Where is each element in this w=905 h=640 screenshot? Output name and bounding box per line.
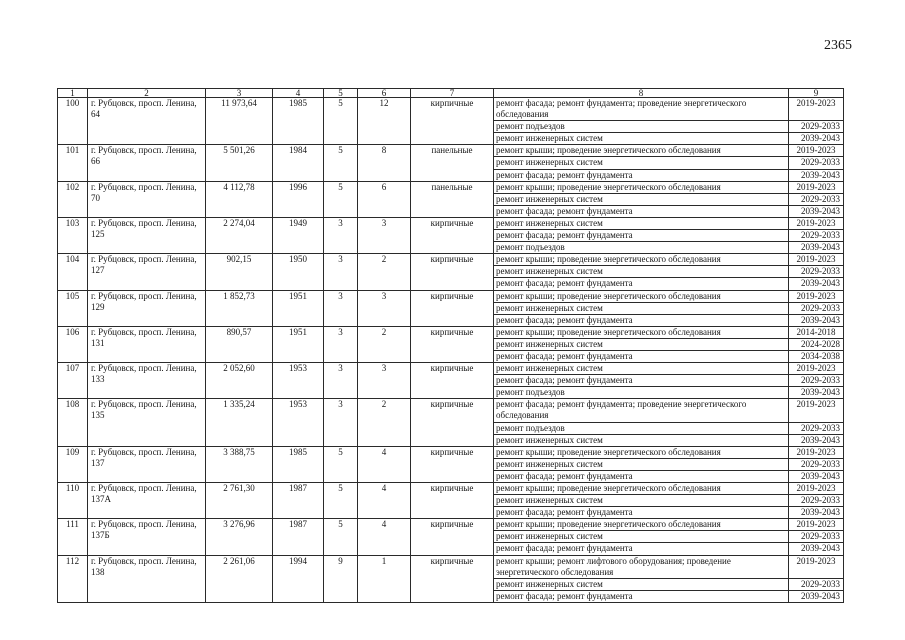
work-period-cell: 2039-2043: [789, 242, 844, 254]
column-number: 5: [324, 89, 358, 98]
address-cell: г. Рубцовск, просп. Ленина, 125: [88, 217, 206, 253]
entrances-cell: 2: [358, 254, 411, 290]
table-row: [58, 254, 844, 266]
table-header: [58, 89, 844, 98]
table-row: [58, 519, 844, 531]
column-number: 3: [206, 89, 273, 98]
wall-material-cell: кирпичные: [411, 363, 494, 399]
work-period-cell: 2019-2023: [789, 399, 844, 422]
work-period-cell: 2034-2038: [789, 350, 844, 362]
entrances-cell: 2: [358, 399, 411, 446]
work-description-cell: ремонт инженерных систем: [494, 266, 789, 278]
work-description-cell: ремонт крыши; проведение энергетического обследования: [494, 483, 789, 495]
work-period-cell: 2019-2023: [789, 363, 844, 375]
total-area-cell: 1 335,24: [206, 399, 273, 446]
work-description-cell: ремонт инженерных систем: [494, 434, 789, 446]
floors-cell: 5: [324, 181, 358, 217]
table-row: [58, 483, 844, 495]
work-description-cell: ремонт крыши; проведение энергетического обследования: [494, 290, 789, 302]
year-built-cell: 1949: [273, 217, 324, 253]
row-number-cell: 104: [58, 254, 88, 290]
address-cell: г. Рубцовск, просп. Ленина, 138: [88, 555, 206, 602]
year-built-cell: 1996: [273, 181, 324, 217]
floors-cell: 5: [324, 446, 358, 482]
floors-cell: 3: [324, 254, 358, 290]
work-period-cell: 2029-2033: [789, 531, 844, 543]
work-period-cell: 2029-2033: [789, 266, 844, 278]
work-period-cell: 2029-2033: [789, 458, 844, 470]
work-period-cell: 2019-2023: [789, 181, 844, 193]
work-description-cell: ремонт инженерных систем: [494, 578, 789, 590]
year-built-cell: 1950: [273, 254, 324, 290]
year-built-cell: 1953: [273, 399, 324, 446]
year-built-cell: 1984: [273, 145, 324, 181]
column-number: 7: [411, 89, 494, 98]
work-period-cell: 2039-2043: [789, 133, 844, 145]
floors-cell: 9: [324, 555, 358, 602]
work-description-cell: ремонт инженерных систем: [494, 458, 789, 470]
work-period-cell: 2019-2023: [789, 519, 844, 531]
work-description-cell: ремонт крыши; проведение энергетического обследования: [494, 254, 789, 266]
year-built-cell: 1987: [273, 483, 324, 519]
total-area-cell: 890,57: [206, 326, 273, 362]
table-row: [58, 363, 844, 375]
row-number-cell: 101: [58, 145, 88, 181]
table-row: [58, 98, 844, 121]
work-period-cell: 2039-2043: [789, 387, 844, 399]
address-cell: г. Рубцовск, просп. Ленина, 133: [88, 363, 206, 399]
work-period-cell: 2024-2028: [789, 338, 844, 350]
page-number: 2365: [824, 38, 852, 53]
address-cell: г. Рубцовск, просп. Ленина, 135: [88, 399, 206, 446]
work-period-cell: 2019-2023: [789, 555, 844, 578]
entrances-cell: 3: [358, 290, 411, 326]
wall-material-cell: кирпичные: [411, 290, 494, 326]
year-built-cell: 1987: [273, 519, 324, 555]
work-description-cell: ремонт фасада; ремонт фундамента: [494, 350, 789, 362]
total-area-cell: 11 973,64: [206, 98, 273, 145]
table-row: [58, 145, 844, 157]
entrances-cell: 4: [358, 519, 411, 555]
work-period-cell: 2039-2043: [789, 278, 844, 290]
row-number-cell: 105: [58, 290, 88, 326]
work-description-cell: ремонт подъездов: [494, 422, 789, 434]
entrances-cell: 4: [358, 446, 411, 482]
table-body: [58, 98, 844, 603]
total-area-cell: 3 388,75: [206, 446, 273, 482]
floors-cell: 3: [324, 290, 358, 326]
floors-cell: 3: [324, 399, 358, 446]
work-description-cell: ремонт крыши; проведение энергетического обследования: [494, 326, 789, 338]
entrances-cell: 8: [358, 145, 411, 181]
work-period-cell: 2019-2023: [789, 483, 844, 495]
work-period-cell: 2019-2023: [789, 145, 844, 157]
work-description-cell: ремонт инженерных систем: [494, 338, 789, 350]
entrances-cell: 3: [358, 217, 411, 253]
entrances-cell: 2: [358, 326, 411, 362]
table-row: [58, 181, 844, 193]
floors-cell: 3: [324, 363, 358, 399]
work-period-cell: 2039-2043: [789, 205, 844, 217]
column-number: 1: [58, 89, 88, 98]
floors-cell: 5: [324, 98, 358, 145]
total-area-cell: 2 274,04: [206, 217, 273, 253]
work-period-cell: 2029-2033: [789, 302, 844, 314]
work-period-cell: 2029-2033: [789, 375, 844, 387]
wall-material-cell: кирпичные: [411, 519, 494, 555]
work-description-cell: ремонт инженерных систем: [494, 193, 789, 205]
address-cell: г. Рубцовск, просп. Ленина, 137А: [88, 483, 206, 519]
total-area-cell: 3 276,96: [206, 519, 273, 555]
total-area-cell: 2 761,30: [206, 483, 273, 519]
work-period-cell: 2039-2043: [789, 590, 844, 602]
work-description-cell: ремонт крыши; ремонт лифтового оборудования; проведение энергетического обследования: [494, 555, 789, 578]
work-description-cell: ремонт инженерных систем: [494, 217, 789, 229]
address-cell: г. Рубцовск, просп. Ленина, 137: [88, 446, 206, 482]
wall-material-cell: кирпичные: [411, 98, 494, 145]
work-description-cell: ремонт фасада; ремонт фундамента: [494, 205, 789, 217]
row-number-cell: 110: [58, 483, 88, 519]
work-period-cell: 2029-2033: [789, 578, 844, 590]
repair-schedule-table: [57, 88, 844, 603]
work-description-cell: ремонт фасада; ремонт фундамента: [494, 507, 789, 519]
column-number-row: [58, 89, 844, 98]
row-number-cell: 100: [58, 98, 88, 145]
table-row: [58, 399, 844, 422]
wall-material-cell: кирпичные: [411, 446, 494, 482]
table-row: [58, 326, 844, 338]
work-description-cell: ремонт фасада; ремонт фундамента: [494, 169, 789, 181]
table-row: [58, 217, 844, 229]
address-cell: г. Рубцовск, просп. Ленина, 137Б: [88, 519, 206, 555]
work-period-cell: 2029-2033: [789, 495, 844, 507]
work-period-cell: 2039-2043: [789, 314, 844, 326]
work-description-cell: ремонт фасада; ремонт фундамента; проведение энергетического обследования: [494, 98, 789, 121]
work-description-cell: ремонт инженерных систем: [494, 495, 789, 507]
address-cell: г. Рубцовск, просп. Ленина, 129: [88, 290, 206, 326]
total-area-cell: 902,15: [206, 254, 273, 290]
work-period-cell: 2039-2043: [789, 543, 844, 555]
work-period-cell: 2019-2023: [789, 290, 844, 302]
work-description-cell: ремонт инженерных систем: [494, 531, 789, 543]
row-number-cell: 102: [58, 181, 88, 217]
entrances-cell: 6: [358, 181, 411, 217]
entrances-cell: 3: [358, 363, 411, 399]
work-period-cell: 2019-2023: [789, 217, 844, 229]
work-period-cell: 2029-2033: [789, 193, 844, 205]
total-area-cell: 5 501,26: [206, 145, 273, 181]
wall-material-cell: кирпичные: [411, 555, 494, 602]
year-built-cell: 1985: [273, 98, 324, 145]
year-built-cell: 1953: [273, 363, 324, 399]
row-number-cell: 111: [58, 519, 88, 555]
work-description-cell: ремонт инженерных систем: [494, 302, 789, 314]
row-number-cell: 112: [58, 555, 88, 602]
row-number-cell: 109: [58, 446, 88, 482]
column-number: 8: [494, 89, 789, 98]
work-description-cell: ремонт фасада; ремонт фундамента: [494, 230, 789, 242]
work-description-cell: ремонт подъездов: [494, 242, 789, 254]
floors-cell: 5: [324, 145, 358, 181]
total-area-cell: 1 852,73: [206, 290, 273, 326]
wall-material-cell: кирпичные: [411, 483, 494, 519]
year-built-cell: 1951: [273, 290, 324, 326]
wall-material-cell: кирпичные: [411, 399, 494, 446]
column-number: 4: [273, 89, 324, 98]
wall-material-cell: панельные: [411, 145, 494, 181]
entrances-cell: 4: [358, 483, 411, 519]
total-area-cell: 4 112,78: [206, 181, 273, 217]
entrances-cell: 1: [358, 555, 411, 602]
work-description-cell: ремонт фасада; ремонт фундамента: [494, 470, 789, 482]
address-cell: г. Рубцовск, просп. Ленина, 131: [88, 326, 206, 362]
address-cell: г. Рубцовск, просп. Ленина, 70: [88, 181, 206, 217]
wall-material-cell: кирпичные: [411, 217, 494, 253]
work-description-cell: ремонт фасада; ремонт фундамента: [494, 590, 789, 602]
work-description-cell: ремонт крыши; проведение энергетического обследования: [494, 145, 789, 157]
work-description-cell: ремонт фасада; ремонт фундамента: [494, 314, 789, 326]
address-cell: г. Рубцовск, просп. Ленина, 127: [88, 254, 206, 290]
table-row: [58, 290, 844, 302]
column-number: 6: [358, 89, 411, 98]
work-period-cell: 2029-2033: [789, 121, 844, 133]
work-period-cell: 2019-2023: [789, 254, 844, 266]
row-number-cell: 108: [58, 399, 88, 446]
floors-cell: 5: [324, 519, 358, 555]
address-cell: г. Рубцовск, просп. Ленина, 64: [88, 98, 206, 145]
year-built-cell: 1951: [273, 326, 324, 362]
wall-material-cell: панельные: [411, 181, 494, 217]
work-period-cell: 2019-2023: [789, 446, 844, 458]
work-description-cell: ремонт инженерных систем: [494, 133, 789, 145]
work-period-cell: 2029-2033: [789, 230, 844, 242]
row-number-cell: 107: [58, 363, 88, 399]
total-area-cell: 2 052,60: [206, 363, 273, 399]
year-built-cell: 1985: [273, 446, 324, 482]
work-description-cell: ремонт подъездов: [494, 121, 789, 133]
work-description-cell: ремонт фасада; ремонт фундамента; проведение энергетического обследования: [494, 399, 789, 422]
work-description-cell: ремонт инженерных систем: [494, 157, 789, 169]
work-description-cell: ремонт фасада; ремонт фундамента: [494, 278, 789, 290]
work-period-cell: 2029-2033: [789, 422, 844, 434]
floors-cell: 3: [324, 217, 358, 253]
work-description-cell: ремонт подъездов: [494, 387, 789, 399]
wall-material-cell: кирпичные: [411, 326, 494, 362]
work-period-cell: 2039-2043: [789, 470, 844, 482]
work-description-cell: ремонт крыши; проведение энергетического обследования: [494, 181, 789, 193]
work-description-cell: ремонт фасада; ремонт фундамента: [494, 375, 789, 387]
work-description-cell: ремонт инженерных систем: [494, 363, 789, 375]
table-row: [58, 446, 844, 458]
column-number: 2: [88, 89, 206, 98]
column-number: 9: [789, 89, 844, 98]
work-period-cell: 2019-2023: [789, 98, 844, 121]
work-period-cell: 2029-2033: [789, 157, 844, 169]
entrances-cell: 12: [358, 98, 411, 145]
row-number-cell: 103: [58, 217, 88, 253]
wall-material-cell: кирпичные: [411, 254, 494, 290]
work-description-cell: ремонт крыши; проведение энергетического обследования: [494, 519, 789, 531]
row-number-cell: 106: [58, 326, 88, 362]
address-cell: г. Рубцовск, просп. Ленина, 66: [88, 145, 206, 181]
work-description-cell: ремонт фасада; ремонт фундамента: [494, 543, 789, 555]
work-period-cell: 2014-2018: [789, 326, 844, 338]
work-period-cell: 2039-2043: [789, 434, 844, 446]
table-row: [58, 555, 844, 578]
work-period-cell: 2039-2043: [789, 169, 844, 181]
work-description-cell: ремонт крыши; проведение энергетического обследования: [494, 446, 789, 458]
total-area-cell: 2 261,06: [206, 555, 273, 602]
floors-cell: 5: [324, 483, 358, 519]
floors-cell: 3: [324, 326, 358, 362]
work-period-cell: 2039-2043: [789, 507, 844, 519]
year-built-cell: 1994: [273, 555, 324, 602]
